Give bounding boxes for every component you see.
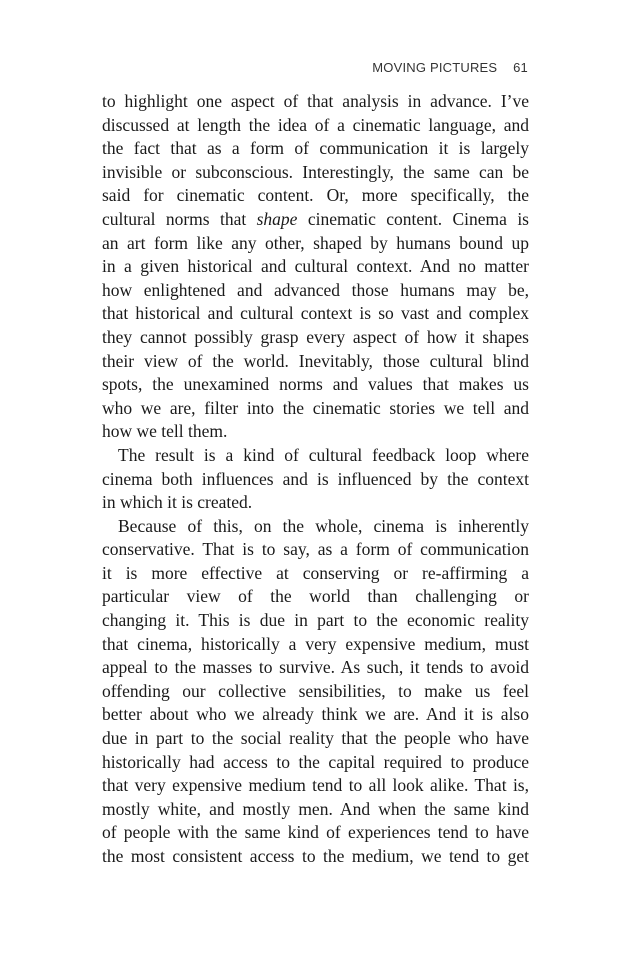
text-line: appeal to the masses to survive. As such, it tends to avoid	[102, 657, 529, 678]
text-line: it is more effective at conserving or re-affirming a	[102, 562, 529, 583]
page-number: 61	[513, 60, 528, 75]
text-line: discussed at length the idea of a cinematic language, and	[102, 114, 529, 135]
text-line: said for cinematic content. Or, more specifically, the	[102, 185, 529, 206]
text-line: who we are, filter into the cinematic stories we tell and	[102, 397, 529, 418]
text-line: the most consistent access to the medium, we tend to get	[102, 846, 529, 866]
text-line: that very expensive medium tend to all look alike. That is,	[102, 775, 529, 796]
text-line: changing it. This is due in part to the economic reality	[102, 610, 529, 631]
text-line: in a given historical and cultural context. And no matter	[102, 256, 529, 277]
text-line: of people with the same kind of experiences tend to have	[102, 822, 529, 843]
text-line: they cannot possibly grasp every aspect of how it shapes	[102, 326, 529, 347]
text-line: in which it is created.	[102, 492, 253, 513]
text-line: how we tell them.	[102, 421, 228, 442]
text-line: better about who we already think we are. And it is also	[102, 704, 529, 725]
text-line: historically had access to the capital required to produce	[102, 751, 529, 772]
emphasis-text: shape	[256, 208, 298, 229]
text-line: their view of the world. Inevitably, those cultural blind	[102, 350, 529, 371]
text-line: that cinema, historically a very expensive medium, must	[102, 633, 529, 654]
text-line: particular view of the world than challenging or	[102, 586, 529, 607]
running-head	[372, 60, 528, 75]
text-run: cinematic content. Cinema is	[297, 208, 529, 229]
text-line: Because of this, on the whole, cinema is inherently	[118, 515, 529, 536]
text-line: spots, the unexamined norms and values that makes us	[102, 374, 529, 395]
text-line	[102, 208, 529, 232]
text-line: due in part to the social reality that the people who have	[102, 728, 529, 749]
text-line: offending our collective sensibilities, to make us feel	[102, 680, 529, 701]
page-body	[102, 90, 529, 869]
text-line: to highlight one aspect of that analysis in advance. I’ve	[102, 91, 529, 111]
text-line: that historical and cultural context is so vast and complex	[102, 303, 529, 324]
text-line: The result is a kind of cultural feedback loop where	[118, 444, 529, 465]
text-run: cultural norms that	[102, 208, 257, 229]
text-line: how enlightened and advanced those humans may be,	[102, 279, 529, 300]
text-line: the fact that as a form of communication it is largely	[102, 138, 529, 159]
text-line: cinema both influences and is influenced by the context	[102, 468, 529, 489]
text-line: an art form like any other, shaped by humans bound up	[102, 232, 529, 253]
text-line: invisible or subconscious. Interestingly, the same can be	[102, 161, 529, 182]
text-line: conservative. That is to say, as a form of communication	[102, 539, 529, 560]
running-title: MOVING PICTURES	[372, 60, 498, 75]
text-line: mostly white, and mostly men. And when the same kind	[102, 798, 529, 819]
